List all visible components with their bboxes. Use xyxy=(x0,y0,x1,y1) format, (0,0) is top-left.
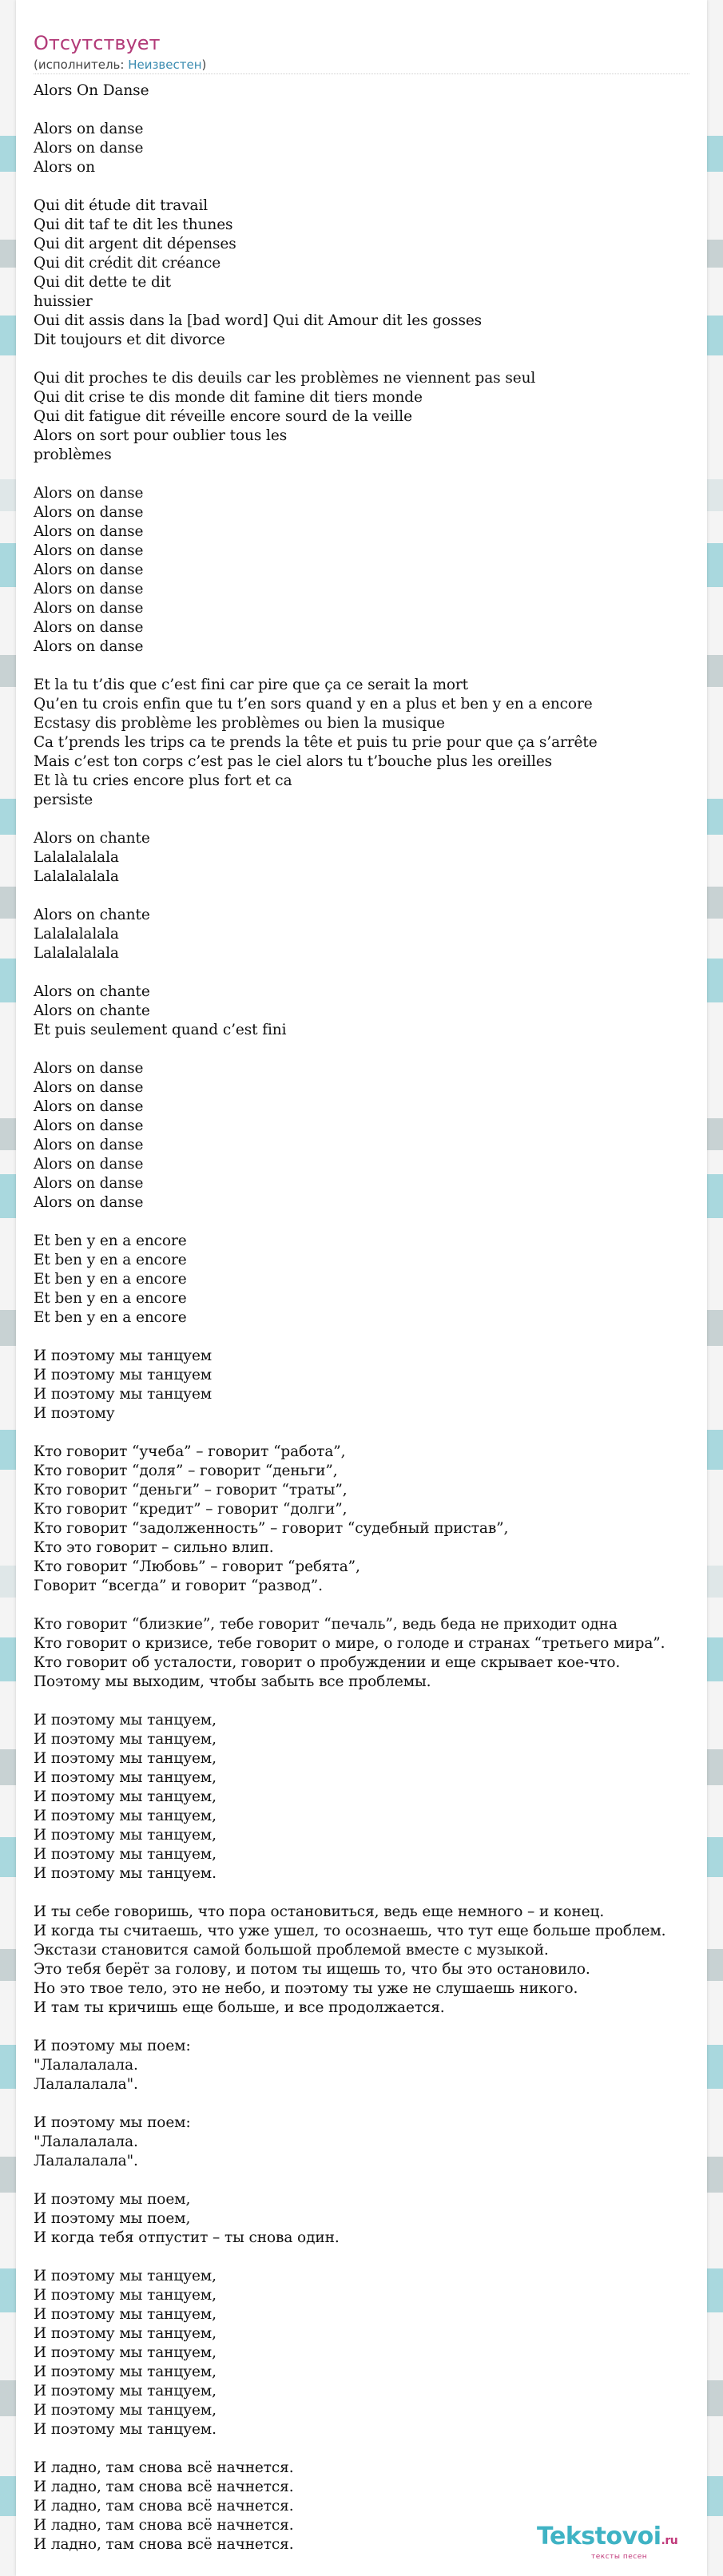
lyrics-line: И поэтому мы танцуем, xyxy=(34,2268,217,2284)
lyrics-line: Qui dit étude dit travail xyxy=(34,197,209,214)
lyrics-line: И поэтому мы танцуем, xyxy=(34,2344,217,2361)
lyrics-line: Alors on chante xyxy=(34,1002,150,1019)
lyrics-line: И поэтому мы танцуем xyxy=(34,1348,213,1364)
lyrics-line: И поэтому мы танцуем, xyxy=(34,1846,217,1863)
lyrics-blank-line xyxy=(34,1328,697,1347)
lyrics-line: Lalalalalala xyxy=(34,849,119,866)
lyrics-line: И поэтому мы танцуем, xyxy=(34,1712,217,1729)
lyrics-line: Qui dit dette te dit xyxy=(34,274,171,291)
lyrics-line: И поэтому мы танцуем. xyxy=(34,1865,217,1882)
lyrics-line: Lalalalalala xyxy=(34,868,119,885)
lyrics-blank-line xyxy=(34,2248,697,2267)
lyrics-line: Alors on danse xyxy=(34,1194,144,1211)
lyrics-line: Alors on danse xyxy=(34,600,144,617)
lyrics-line: И поэтому мы поем, xyxy=(34,2191,191,2208)
lyrics-line: И поэтому мы поем, xyxy=(34,2210,191,2227)
artist-line xyxy=(34,58,206,72)
artist-link[interactable]: Неизвестен xyxy=(128,58,202,72)
lyrics-line: Et ben y en a encore xyxy=(34,1252,187,1268)
lyrics-line: Et puis seulement quand c’est fini xyxy=(34,1022,287,1038)
lyrics-line: Alors on danse xyxy=(34,485,144,502)
site-logo[interactable] xyxy=(537,2522,677,2550)
lyrics-line: Oui dit assis dans la [bad word] Qui dit Amour dit les gosses xyxy=(34,312,483,329)
lyrics-line: И поэтому xyxy=(34,1405,115,1422)
lyrics-line: Alors on danse xyxy=(34,1098,144,1115)
lyrics-blank-line xyxy=(34,963,697,982)
lyrics-line: И поэтому мы танцуем, xyxy=(34,2383,217,2399)
lyrics-blank-line xyxy=(34,810,697,829)
lyrics-line: problèmes xyxy=(34,447,112,463)
lyrics-blank-line xyxy=(34,1883,697,1903)
lyrics-line: Alors on danse xyxy=(34,1117,144,1134)
lyrics-line: Qui dit crise te dis monde dit famine dit tiers monde xyxy=(34,389,423,406)
lyrics-blank-line xyxy=(34,465,697,484)
lyrics-line: Et ben y en a encore xyxy=(34,1290,187,1307)
lyrics-line: И поэтому мы поем: xyxy=(34,2038,191,2054)
lyrics-line: Alors on chante xyxy=(34,907,150,923)
lyrics-line: Alors on danse xyxy=(34,504,144,521)
lyrics-blank-line xyxy=(34,2171,697,2190)
lyrics-line: Alors on danse xyxy=(34,1137,144,1153)
lyrics-line: Dit toujours et dit divorce xyxy=(34,331,225,348)
lyrics-line: Et là tu cries encore plus fort et ca xyxy=(34,772,292,789)
logo-suffix: .ru xyxy=(661,2534,678,2547)
lyrics-blank-line xyxy=(34,657,697,676)
lyrics-blank-line xyxy=(34,1423,697,1443)
lyrics-line: Alors on danse xyxy=(34,523,144,540)
lyrics-line: Alors on danse xyxy=(34,140,144,157)
lyrics-blank-line xyxy=(34,2018,697,2037)
lyrics-line: И ладно, там снова всё начнется. xyxy=(34,2536,294,2553)
lyrics-blank-line xyxy=(34,887,697,906)
lyrics-line: И поэтому мы танцуем, xyxy=(34,2306,217,2323)
lyrics-line: И поэтому мы танцуем, xyxy=(34,1750,217,1767)
lyrics-line: Alors on danse xyxy=(34,562,144,578)
lyrics-line: Et la tu t’dis que c’est fini car pire que ça ce serait la mort xyxy=(34,677,469,693)
lyrics-line: И поэтому мы танцуем, xyxy=(34,2402,217,2419)
lyrics-line: Кто это говорит – сильно влип. xyxy=(34,1539,274,1556)
lyrics-line: Qui dit crédit dit créance xyxy=(34,255,221,272)
lyrics-blank-line xyxy=(34,177,697,196)
lyrics-line: Кто говорит о кризисе, тебе говорит о мире, о голоде и странах “третьего мира”. xyxy=(34,1635,665,1652)
lyrics-line: Кто говорит “деньги” – говорит “траты”, xyxy=(34,1482,348,1498)
lyrics-text xyxy=(34,81,697,2554)
lyrics-line: Ecstasy dis problème les problèmes ou bien la musique xyxy=(34,715,445,732)
lyrics-line: И когда ты считаешь, что уже ушел, то осознаешь, что тут еще больше проблем. xyxy=(34,1923,666,1939)
lyrics-line: Alors on chante xyxy=(34,983,150,1000)
logo-main: Tekstovoi xyxy=(537,2522,661,2550)
lyrics-line: И там ты кричишь еще больше, и все продолжается. xyxy=(34,1999,445,2016)
lyrics-line: И поэтому мы танцуем, xyxy=(34,1769,217,1786)
lyrics-line: Alors on danse xyxy=(34,121,144,137)
lyrics-blank-line xyxy=(34,1213,697,1232)
lyrics-line: Et ben y en a encore xyxy=(34,1232,187,1249)
lyrics-line: И поэтому мы танцуем, xyxy=(34,2287,217,2304)
lyrics-line: Кто говорит “доля” – говорит “деньги”, xyxy=(34,1463,338,1479)
lyrics-line: Поэтому мы выходим, чтобы забыть все проблемы. xyxy=(34,1673,431,1690)
lyrics-line: Qui dit taf te dit les thunes xyxy=(34,216,233,233)
lyrics-line: Qui dit fatigue dit réveille encore sourd de la veille xyxy=(34,408,412,425)
lyrics-line: Qui dit proches te dis deuils car les problèmes ne viennent pas seul xyxy=(34,370,536,387)
lyrics-line: Alors on danse xyxy=(34,542,144,559)
lyrics-line: Alors on sort pour oublier tous les xyxy=(34,427,288,444)
lyrics-line: Alors on danse xyxy=(34,581,144,597)
page-title: Отсутствует xyxy=(34,32,161,54)
lyrics-line: Lalalalalala xyxy=(34,945,119,962)
lyrics-line: И когда тебя отпустит – ты снова один. xyxy=(34,2229,340,2246)
lyrics-line: И поэтому мы танцуем, xyxy=(34,2364,217,2380)
lyrics-line: И поэтому мы танцуем, xyxy=(34,1731,217,1748)
lyrics-line: И поэтому мы танцуем, xyxy=(34,1827,217,1844)
lyrics-line: Но это твое тело, это не небо, и поэтому ты уже не слушаешь никого. xyxy=(34,1980,578,1997)
artist-prefix: (исполнитель: xyxy=(34,58,129,72)
lyrics-line: Alors on danse xyxy=(34,1156,144,1173)
lyrics-line: И ладно, там снова всё начнется. xyxy=(34,2459,294,2476)
lyrics-blank-line xyxy=(34,2439,697,2459)
lyrics-line: huissier xyxy=(34,293,93,310)
lyrics-line: Alors on chante xyxy=(34,830,150,847)
lyrics-line: Лалалалала". xyxy=(34,2076,138,2093)
lyrics-blank-line xyxy=(34,1596,697,1615)
header-divider xyxy=(34,73,689,74)
lyrics-line: Кто говорит “задолженность” – говорит “судебный пристав”, xyxy=(34,1520,509,1537)
lyrics-line: Alors on danse xyxy=(34,619,144,636)
lyrics-blank-line xyxy=(34,1692,697,1711)
lyrics-line: Alors On Danse xyxy=(34,82,149,99)
lyrics-line: И поэтому мы танцуем xyxy=(34,1386,213,1403)
lyrics-line: И поэтому мы танцуем xyxy=(34,1367,213,1383)
lyrics-line: Alors on danse xyxy=(34,638,144,655)
lyrics-line: Alors on danse xyxy=(34,1079,144,1096)
lyrics-line: Ca t’prends les trips ca te prends la tête et puis tu prie pour que ça s’arrête xyxy=(34,734,598,751)
lyrics-line: Это тебя берёт за голову, и потом ты ищешь то, что бы это остановило. xyxy=(34,1961,590,1978)
artist-suffix: ) xyxy=(201,58,207,72)
lyrics-line: И поэтому мы танцуем. xyxy=(34,2421,217,2438)
lyrics-line: И ладно, там снова всё начнется. xyxy=(34,2498,294,2514)
lyrics-line: Alors on xyxy=(34,159,95,176)
lyrics-line: Говорит “всегда” и говорит “развод”. xyxy=(34,1578,323,1594)
lyrics-line: Alors on danse xyxy=(34,1060,144,1077)
lyrics-blank-line xyxy=(34,101,697,120)
lyrics-line: Lalalalalala xyxy=(34,926,119,943)
lyrics-line: Кто говорит об усталости, говорит о пробуждении и еще скрывает кое-что. xyxy=(34,1654,621,1671)
lyrics-blank-line xyxy=(34,1040,697,1059)
lyrics-line: "Лалалалала. xyxy=(34,2057,138,2074)
lyrics-line: И поэтому мы поем: xyxy=(34,2114,191,2131)
lyrics-line: Qui dit argent dit dépenses xyxy=(34,236,236,252)
lyrics-line: Кто говорит “близкие”, тебе говорит “печаль”, ведь беда не приходит одна xyxy=(34,1616,618,1633)
lyrics-line: И поэтому мы танцуем, xyxy=(34,1788,217,1805)
lyrics-line: И поэтому мы танцуем, xyxy=(34,2325,217,2342)
lyrics-line: Экстази становится самой большой проблемой вместе с музыкой. xyxy=(34,1942,549,1959)
lyrics-line: Mais c’est ton corps c’est pas le ciel alors tu t’bouche plus les oreilles xyxy=(34,753,553,770)
lyrics-line: И ладно, там снова всё начнется. xyxy=(34,2517,294,2534)
lyrics-line: Et ben y en a encore xyxy=(34,1271,187,1288)
lyrics-blank-line xyxy=(34,350,697,369)
lyrics-line: Et ben y en a encore xyxy=(34,1309,187,1326)
site-tagline: тексты песен xyxy=(591,2553,648,2561)
lyrics-line: Кто говорит “Любовь” – говорит “ребята”, xyxy=(34,1558,360,1575)
lyrics-line: Qu’en tu crois enfin que tu t’en sors quand y en a plus et ben y en a encore xyxy=(34,696,593,712)
lyrics-blank-line xyxy=(34,2094,697,2114)
lyrics-line: Лалалалала". xyxy=(34,2153,138,2169)
lyrics-line: И ты себе говоришь, что пора остановиться, ведь еще немного – и конец. xyxy=(34,1903,605,1920)
lyrics-line: И поэтому мы танцуем, xyxy=(34,1808,217,1824)
lyrics-line: Alors on danse xyxy=(34,1175,144,1192)
lyrics-line: И ладно, там снова всё начнется. xyxy=(34,2479,294,2495)
lyrics-card xyxy=(16,0,707,2576)
lyrics-line: Кто говорит “кредит” – говорит “долги”, xyxy=(34,1501,348,1518)
lyrics-line: Кто говорит “учеба” – говорит “работа”, xyxy=(34,1443,346,1460)
lyrics-line: "Лалалалала. xyxy=(34,2133,138,2150)
lyrics-line: persiste xyxy=(34,792,93,808)
